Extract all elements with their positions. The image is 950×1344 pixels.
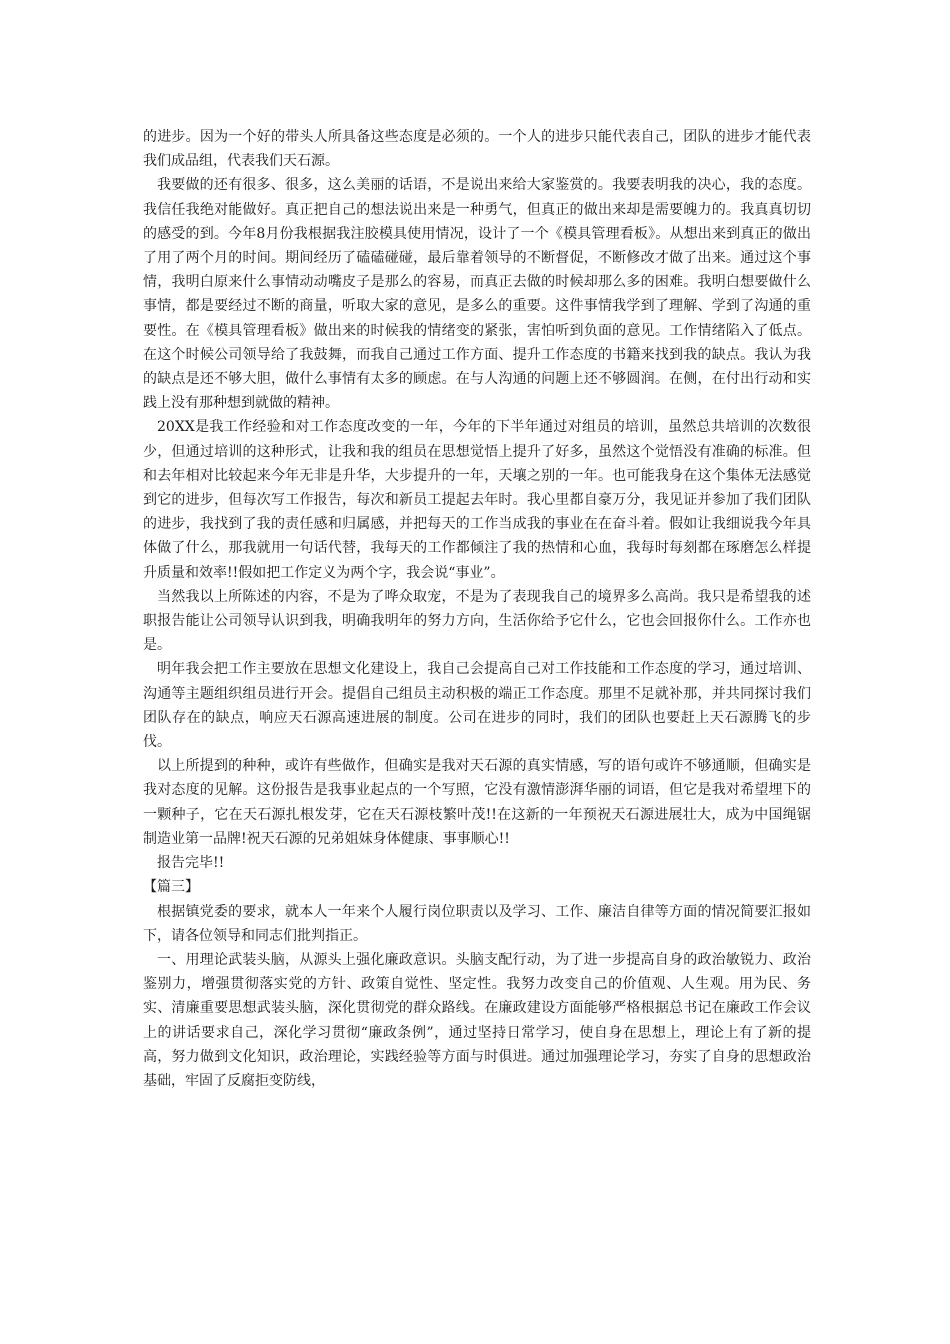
paragraph-5: 明年我会把工作主要放在思想文化建设上，我自己会提高自己对工作技能和工作态度的学习，通过培训、沟通等主题组织组员进行开会。提倡自己组员主动积极的端正工作态度。那里不足就补那，并共同探讨我们团队存在的缺点，响应天石源高速进展的制度。公司在进步的同时，我们的团队也要赶上天石源腾飞的步伐。 [143,661,811,751]
paragraph-8: 根据镇党委的要求，就本人一年来个人履行岗位职责以及学习、工作、廉洁自律等方面的情况简要汇报如下，请各位领导和同志们批判指正。 [143,903,811,944]
paragraph-9: 一、用理论武装头脑，从源头上强化廉政意识。头脑支配行动，为了进一步提高自身的政治敏锐力、政治鉴别力，增强贯彻落实党的方针、政策自觉性、坚定性。我努力改变自己的价值观、人生观。用为民、务实、清廉重要思想武装头脑，深化贯彻党的群众路线。在廉政建设方面能够严格根据总书记在廉政工作会议上的讲话要求自己，深化学习贯彻“廉政条例”，通过坚持日常学习，使自身在思想上，理论上有了新的提高，努力做到文化知识，政治理论，实践经验等方面与时俱进。通过加强理论学习，夯实了自身的思想政治基础，牢固了反腐拒变防线， [143,951,811,1089]
paragraph-3: 20XX是我工作经验和对工作态度改变的一年，今年的下半年通过对组员的培训，虽然总共培训的次数很少，但通过培训的这种形式，让我和我的组员在思想觉悟上提升了好多，虽然这个觉悟没有准确的标准。但和去年相对比较起来今年无非是升华，大步提升的一年，天壤之别的一年。也可能我身在这个集体无法感觉到它的进步，但每次写工作报告，每次和新员工提起去年时。我心里都自豪万分，我见证并参加了我们团队的进步，我找到了我的责任感和归属感，并把每天的工作当成我的事业在在奋斗着。假如让我细说我今年具体做了什么，那我就用一句话代替，我每天的工作都倾注了我的热情和心血，我每时每刻都在琢磨怎么样提升质量和效率!!假如把工作定义为两个字，我会说“事业”。 [143,419,811,581]
paragraph-4: 当然我以上所陈述的内容，不是为了哗众取宠，不是为了表现我自己的境界多么高尚。我只是希望我的述职报告能让公司领导认识到我，明确我明年的努力方向，生活你给予它什么，它也会回报你什么。工作亦也是。 [143,588,811,654]
paragraph-2: 我要做的还有很多、很多，这么美丽的话语，不是说出来给大家鉴赏的。我要表明我的决心，我的态度。我信任我绝对能做好。真正把自己的想法说出来是一种勇气，但真正的做出来却是需要魄力的。我真真切切的感受的到。今年8月份我根据我注胶模具使用情况，设计了一个《模具管理看板》。从想出来到真正的做出了用了两个月的时间。期间经历了磕磕碰碰，最后靠着领导的不断督促，不断修改才做了出来。通过这个事情，我明白原来什么事情动动嘴皮子是那么的容易，而真正去做的时候却那么多的困难。我明白想要做什么事情，都是要经过不断的商量，听取大家的意见，是多么的重要。这件事情我学到了理解、学到了沟通的重要性。在《模具管理看板》做出来的时候我的情绪变的紧张，害怕听到负面的意见。工作情绪陷入了低点。在这个时候公司领导给了我鼓舞，而我自己通过工作方面、提升工作态度的书籍来找到我的缺点。我认为我的缺点是还不够大胆，做什么事情有太多的顾虑。在与人沟通的问题上还不够圆润。在侧，在付出行动和实践上没有那种想到就做的精神。 [143,177,811,412]
paragraph-7: 报告完毕!! [157,855,225,872]
section-heading: 【篇三】 [143,879,199,896]
paragraph-1: 的进步。因为一个好的带头人所具备这些态度是必须的。一个人的进步只能代表自己，团队的进步才能代表我们成品组，代表我们天石源。 [143,129,811,170]
paragraph-6: 以上所提到的种种，或许有些做作，但确实是我对天石源的真实情感，写的语句或许不够通顺，但确实是我对态度的见解。这份报告是我事业起点的一个写照，它没有激情澎湃华丽的词语，但它是我对希望埋下的一颗种子，它在天石源扎根发芽，它在天石源枝繁叶茂!!在这新的一年预祝天石源进展壮大，成为中国绳锯制造业第一品牌!祝天石源的兄弟姐妹身体健康、事事顺心!! [143,758,811,847]
document-page [143,125,811,1093]
